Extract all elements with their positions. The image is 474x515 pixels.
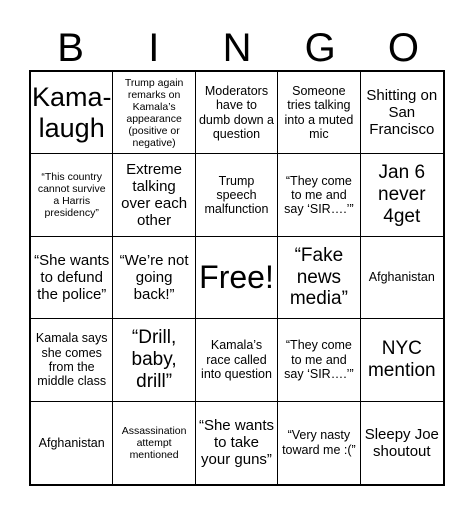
- bingo-cell-text: “She wants to defund the police”: [34, 251, 110, 304]
- bingo-cell-r5-c3[interactable]: [196, 402, 278, 484]
- header-letter-i: I: [148, 26, 160, 70]
- bingo-cell-text: Shitting on San Francisco: [366, 86, 438, 139]
- bingo-cell-text: Extreme talking over each other: [121, 160, 188, 230]
- bingo-cell-text: Jan 6 never 4get: [378, 162, 426, 228]
- bingo-cell-r5-c2[interactable]: [113, 402, 195, 484]
- bingo-cell-text: Kamala’s race called into question: [201, 338, 272, 382]
- bingo-cell-r1-c5[interactable]: [361, 72, 443, 154]
- bingo-cell-r3-c2[interactable]: [113, 237, 195, 319]
- bingo-cell-r3-c5[interactable]: [361, 237, 443, 319]
- bingo-cell-r4-c2[interactable]: [113, 319, 195, 401]
- free-space-cell[interactable]: [196, 237, 278, 319]
- bingo-cell-text: Trump again remarks on Kamala’s appearance (positive or negative): [124, 76, 184, 149]
- bingo-cell-r4-c3[interactable]: [196, 319, 278, 401]
- bingo-cell-r5-c5[interactable]: [361, 402, 443, 484]
- header-letter-g: G: [304, 26, 336, 70]
- bingo-cell-text: “Fake news media”: [289, 244, 348, 310]
- bingo-cell-r2-c5[interactable]: [361, 154, 443, 236]
- bingo-cell-text: “Very nasty toward me :(”: [282, 428, 356, 457]
- bingo-cell-r1-c3[interactable]: [196, 72, 278, 154]
- bingo-cell-r2-c1[interactable]: [31, 154, 113, 236]
- bingo-cell-r3-c1[interactable]: [31, 237, 113, 319]
- bingo-cell-r5-c4[interactable]: [278, 402, 360, 484]
- bingo-cell-r5-c1[interactable]: [31, 402, 113, 484]
- bingo-cell-text: “We’re not going back!”: [119, 251, 189, 304]
- bingo-cell-text: “This country cannot survive a Harris presidency”: [37, 170, 106, 220]
- bingo-cell-text: “Drill, baby, drill”: [131, 327, 177, 392]
- bingo-header: [29, 24, 445, 72]
- bingo-cell-r1-c1[interactable]: [31, 72, 113, 154]
- bingo-cell-r4-c5[interactable]: [361, 319, 443, 401]
- bingo-cell-text: Sleepy Joe shoutout: [364, 425, 439, 460]
- bingo-cell-text: “They come to me and say ‘SIR….’”: [284, 338, 354, 382]
- bingo-cell-text: Someone tries talking into a muted mic: [284, 83, 354, 142]
- bingo-cell-r4-c4[interactable]: [278, 319, 360, 401]
- bingo-cell-r1-c2[interactable]: [113, 72, 195, 154]
- bingo-cell-text: Afghanistan: [368, 270, 435, 285]
- bingo-cell-r1-c4[interactable]: [278, 72, 360, 154]
- header-letter-o: O: [387, 26, 419, 70]
- bingo-cell-r4-c1[interactable]: [31, 319, 113, 401]
- bingo-card-grid: [29, 70, 445, 486]
- bingo-cell-text: Trump speech malfunction: [204, 173, 269, 217]
- bingo-cell-text: NYC mention: [367, 338, 436, 381]
- bingo-cell-text: “They come to me and say ‘SIR….’”: [284, 173, 354, 217]
- bingo-cell-text: Afghanistan: [38, 435, 105, 450]
- bingo-cell-r3-c4[interactable]: [278, 237, 360, 319]
- bingo-cell-text: Moderators have to dumb down a question: [198, 83, 275, 142]
- header-letter-n: N: [222, 26, 252, 70]
- bingo-cell-text: Kamala says she comes from the middle class: [35, 331, 108, 389]
- bingo-cell-text: Free!: [199, 259, 274, 296]
- header-letter-b: B: [57, 26, 84, 70]
- bingo-cell-r2-c3[interactable]: [196, 154, 278, 236]
- bingo-cell-r2-c4[interactable]: [278, 154, 360, 236]
- bingo-cell-text: Kama-laugh: [31, 81, 112, 143]
- bingo-cell-r2-c2[interactable]: [113, 154, 195, 236]
- bingo-cell-text: “She wants to take your guns”: [198, 416, 275, 469]
- bingo-cell-text: Assassination attempt mentioned: [121, 424, 187, 461]
